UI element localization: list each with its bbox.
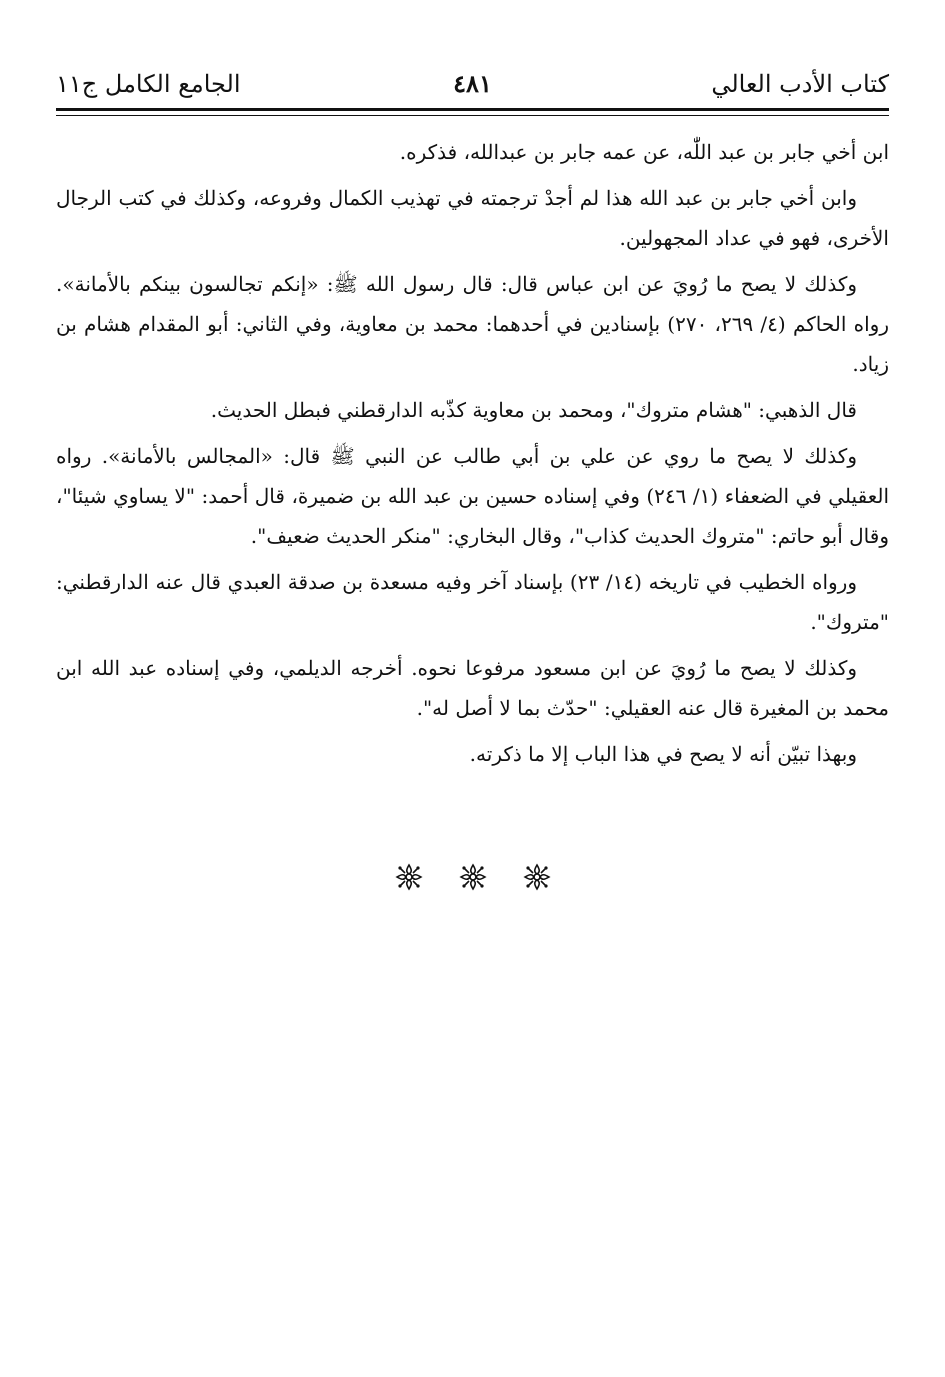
- ornament-icon: [394, 862, 424, 892]
- paragraph: وكذلك لا يصح ما روي عن علي بن أبي طالب عن النبي ﷺ قال: «المجالس بالأمانة». رواه العقيلي في الضعفاء (١/ ٢٤٦) وفي إسناده حسين بن عبد الله بن ضميرة، قال أحمد: "لا يساوي شيئا"، وقال أبو حاتم: "متروك الحديث كذاب"، وقال البخاري: "منكر الحديث ضعيف".: [56, 444, 889, 548]
- paragraph: وابن أخي جابر بن عبد الله هذا لم أجدْ ترجمته في تهذيب الكمال وفروعه، وكذلك في كتب الرجال الأخرى، فهو في عداد المجهولين.: [56, 186, 889, 250]
- paragraph: قال الذهبي: "هشام متروك"، ومحمد بن معاوية كذّبه الدارقطني فبطل الحديث.: [210, 398, 857, 422]
- paragraph: ابن أخي جابر بن عبد اللّٰه، عن عمه جابر بن عبدالله، فذكره.: [399, 140, 889, 164]
- paragraph: وكذلك لا يصح ما رُويَ عن ابن عباس قال: قال رسول الله ﷺ: «إنكم تجالسون بينكم بالأمانة». رواه الحاكم (٤/ ٢٦٩، ٢٧٠) بإسنادين في أحدهما: محمد بن معاوية، وفي الثاني: أبو المقدام هشام بن زياد.: [56, 272, 889, 376]
- ornament-icon: [458, 862, 488, 892]
- series-title: الجامع الكامل ج١١: [56, 70, 241, 98]
- paragraph: وكذلك لا يصح ما رُويَ عن ابن مسعود مرفوعا نحوه. أخرجه الديلمي، وفي إسناده عبد الله ابن محمد بن المغيرة قال عنه العقيلي: "حدّث بما لا أصل له".: [56, 656, 889, 720]
- body-text: [56, 132, 889, 780]
- paragraph: وبهذا تبيّن أنه لا يصح في هذا الباب إلا ما ذكرته.: [469, 742, 857, 766]
- paragraph: ورواه الخطيب في تاريخه (١٤/ ٢٣) بإسناد آخر وفيه مسعدة بن صدقة العبدي قال عنه الدارقطني: "متروك".: [56, 570, 889, 634]
- section-end-ornaments: [0, 862, 945, 902]
- ornament-icon: [522, 862, 552, 892]
- header-rule-thin: [56, 115, 889, 116]
- running-head: [56, 66, 889, 102]
- book-title: كتاب الأدب العالي: [711, 70, 889, 98]
- header-rule-thick: [56, 108, 889, 111]
- page-number: ٤٨١: [453, 69, 492, 98]
